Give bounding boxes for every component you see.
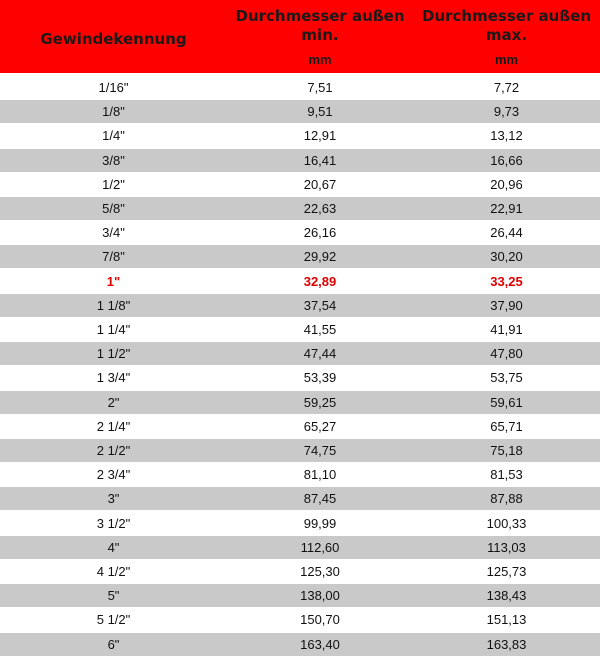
thread-size-cell: 4 1/2" <box>96 564 131 579</box>
thread-size-cell: 1 1/4" <box>96 322 131 337</box>
thread-size-cell: 2 1/4" <box>96 418 131 434</box>
diameter-max-cell: 100,33 <box>486 515 527 531</box>
thread-size-cell: 1 3/4" <box>96 370 131 386</box>
header-diameter-max-line2: max. <box>485 26 528 44</box>
diameter-max-cell: 138,43 <box>486 588 527 604</box>
diameter-min-cell: 81,10 <box>303 467 337 483</box>
thread-size-cell: 2 1/2" <box>96 443 131 458</box>
diameter-min-cell: 7,51 <box>307 80 333 95</box>
thread-size-cell: 3 1/2" <box>96 515 131 531</box>
thread-size-cell: 3/4" <box>102 225 125 241</box>
table-row <box>0 342 600 365</box>
thread-size-cell: 1 1/8" <box>96 297 131 313</box>
diameter-min-cell: 12,91 <box>303 128 337 144</box>
diameter-min-cell: 74,75 <box>303 443 337 458</box>
diameter-max-cell: 125,73 <box>486 564 527 579</box>
diameter-max-cell: 20,96 <box>490 176 523 192</box>
thread-size-cell: 1/16" <box>98 80 129 95</box>
thread-size-cell: 1" <box>106 273 121 289</box>
table-row <box>0 487 600 510</box>
diameter-min-cell: 53,39 <box>303 370 337 386</box>
table-row <box>0 173 600 196</box>
diameter-max-cell: 13,12 <box>490 128 523 144</box>
diameter-max-cell: 26,44 <box>490 225 523 241</box>
thread-size-cell: 1/4" <box>102 128 125 144</box>
unit-max: mm <box>494 52 519 67</box>
unit-min: mm <box>308 52 332 67</box>
thread-size-cell: 4" <box>107 539 120 555</box>
table-row <box>0 100 600 123</box>
header-diameter-min-line1: Durchmesser außen <box>235 7 405 25</box>
thread-size-cell: 5/8" <box>102 201 125 216</box>
table-row <box>0 318 600 341</box>
diameter-max-cell: 37,90 <box>490 297 523 313</box>
table-row <box>0 149 600 172</box>
diameter-min-cell: 99,99 <box>303 515 337 531</box>
diameter-max-cell: 22,91 <box>490 201 523 216</box>
table-row <box>0 584 600 607</box>
diameter-max-cell: 53,75 <box>490 370 523 386</box>
thread-size-cell: 6" <box>107 636 120 652</box>
diameter-max-cell: 163,83 <box>486 636 527 652</box>
thread-size-cell: 3" <box>107 491 120 507</box>
thread-size-cell: 2" <box>107 394 120 410</box>
table-row <box>0 366 600 389</box>
table-header <box>0 0 600 73</box>
diameter-min-cell: 65,27 <box>303 418 337 434</box>
diameter-min-cell: 138,00 <box>300 588 340 604</box>
table-row <box>0 633 600 656</box>
diameter-max-cell: 59,61 <box>490 394 523 410</box>
diameter-max-cell: 151,13 <box>486 612 527 628</box>
table-row <box>0 463 600 486</box>
thread-size-cell: 5" <box>107 588 120 604</box>
table-row <box>0 391 600 414</box>
diameter-min-cell: 87,45 <box>303 491 337 507</box>
diameter-max-cell: 16,66 <box>490 152 523 168</box>
diameter-min-cell: 41,55 <box>303 322 337 337</box>
header-diameter-min <box>227 7 413 45</box>
diameter-max-cell: 33,25 <box>490 273 523 289</box>
diameter-max-cell: 65,71 <box>490 418 523 434</box>
header-thread-size: Gewindekennung <box>40 30 187 48</box>
thread-size-cell: 1 1/2" <box>96 346 131 362</box>
diameter-min-cell: 16,41 <box>303 152 337 168</box>
thread-size-cell: 2 3/4" <box>96 467 131 483</box>
diameter-max-cell: 47,80 <box>490 346 523 362</box>
header-diameter-max-line1: Durchmesser außen <box>422 7 591 25</box>
diameter-max-cell: 81,53 <box>490 467 523 483</box>
diameter-max-cell: 87,88 <box>490 491 523 507</box>
thread-size-cell: 5 1/2" <box>96 612 131 628</box>
table-row <box>0 245 600 268</box>
thread-size-cell: 3/8" <box>102 152 125 168</box>
header-diameter-max <box>413 7 600 45</box>
diameter-min-cell: 26,16 <box>303 225 337 241</box>
diameter-max-cell: 75,18 <box>490 443 523 458</box>
table-row <box>0 294 600 317</box>
thread-size-cell: 1/8" <box>102 104 125 120</box>
diameter-min-cell: 22,63 <box>303 201 337 216</box>
diameter-max-cell: 30,20 <box>490 249 523 265</box>
table-row <box>0 221 600 244</box>
diameter-min-cell: 29,92 <box>303 249 337 265</box>
diameter-max-cell: 9,73 <box>493 104 520 120</box>
diameter-max-cell: 7,72 <box>493 80 520 95</box>
diameter-min-cell: 20,67 <box>303 176 337 192</box>
table-row <box>0 415 600 438</box>
diameter-max-cell: 113,03 <box>487 539 526 555</box>
diameter-min-cell: 163,40 <box>300 636 340 652</box>
header-diameter-min-line2: min. <box>301 26 339 44</box>
diameter-max-cell: 41,91 <box>490 322 523 337</box>
diameter-min-cell: 59,25 <box>303 394 337 410</box>
table-row <box>0 512 600 535</box>
table-row <box>0 560 600 583</box>
diameter-min-cell: 37,54 <box>303 297 337 313</box>
table-row <box>0 124 600 147</box>
diameter-min-cell: 47,44 <box>303 346 337 362</box>
thread-size-cell: 1/2" <box>102 176 125 192</box>
table-row <box>0 76 600 99</box>
diameter-min-cell: 125,30 <box>300 564 340 579</box>
table-row <box>0 536 600 559</box>
diameter-min-cell: 150,70 <box>300 612 340 628</box>
diameter-min-cell: 9,51 <box>307 104 333 120</box>
thread-size-cell: 7/8" <box>102 249 125 265</box>
table-row <box>0 270 600 293</box>
table-row <box>0 608 600 631</box>
diameter-min-cell: 112,60 <box>300 539 340 555</box>
table-row <box>0 439 600 462</box>
table-row <box>0 197 600 220</box>
diameter-min-cell: 32,89 <box>303 273 337 289</box>
